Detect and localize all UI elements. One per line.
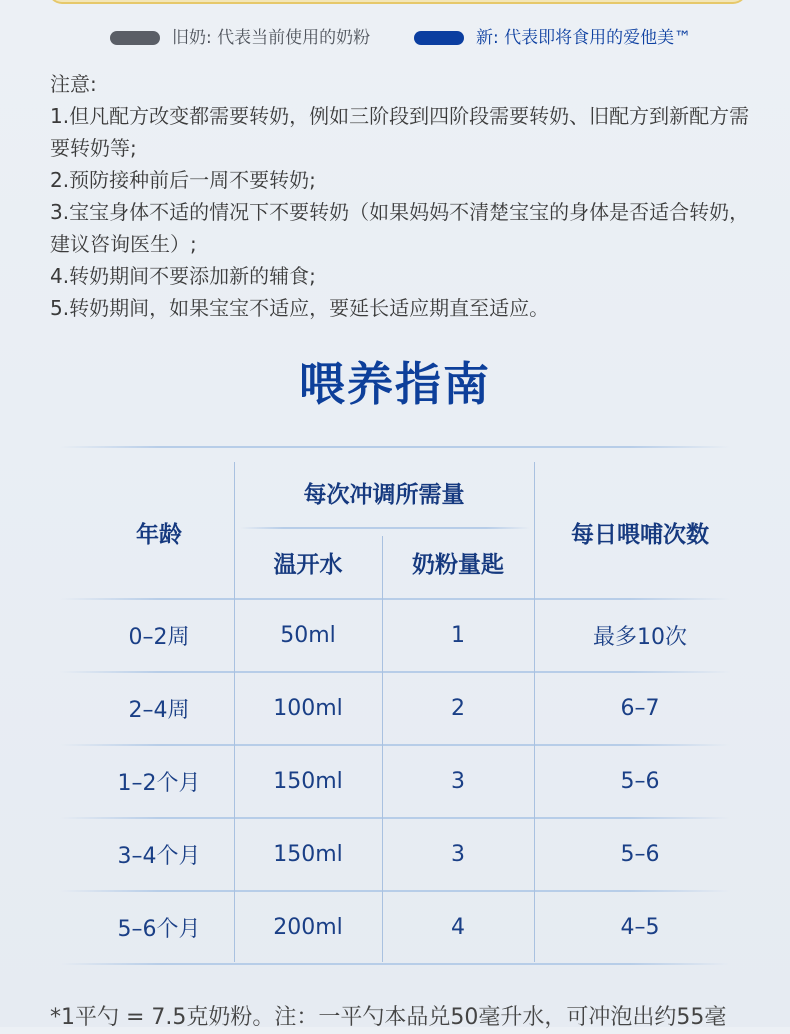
note-item: 1.但凡配方改变都需要转奶，例如三阶段到四阶段需要转奶、旧配方到新配方需要转奶等; xyxy=(50,104,750,160)
cell-age: 2–4周 xyxy=(128,698,190,723)
cell-scoops: 2 xyxy=(451,696,465,721)
footnote: *1平勺 = 7.5克奶粉。注：一平勺本品兑50毫升水，可冲泡出约55毫 xyxy=(50,1005,727,1030)
header-scoops: 奶粉量匙 xyxy=(412,551,504,578)
guide-title: 喂养指南 xyxy=(299,357,491,411)
header-water: 温开水 xyxy=(273,551,343,578)
cell-daily: 最多10次 xyxy=(593,625,687,650)
cell-water: 150ml xyxy=(273,842,343,867)
cell-water: 200ml xyxy=(273,915,343,940)
cell-age: 3–4个月 xyxy=(117,844,201,869)
cell-daily: 4–5 xyxy=(620,915,660,940)
legend-old-label: 旧奶: 代表当前使用的奶粉 xyxy=(172,28,371,48)
cell-age: 0–2周 xyxy=(128,625,190,650)
cell-scoops: 3 xyxy=(451,842,465,867)
cell-daily: 6–7 xyxy=(620,696,660,721)
top-band xyxy=(48,0,747,4)
legend xyxy=(0,26,790,50)
notes xyxy=(50,68,750,324)
note-item: 2.预防接种前后一周不要转奶; xyxy=(50,168,316,192)
cell-scoops: 3 xyxy=(451,769,465,794)
legend-old-swatch xyxy=(110,31,160,45)
table-border-top xyxy=(60,446,730,448)
legend-new-label: 新: 代表即将食用的爱他美™ xyxy=(476,28,692,48)
cell-water: 100ml xyxy=(273,696,343,721)
header-age: 年龄 xyxy=(136,521,182,548)
cell-water: 150ml xyxy=(273,769,343,794)
note-item: 3.宝宝身体不适的情况下不要转奶（如果妈妈不清楚宝宝的身体是否适合转奶，建议咨询医生）; xyxy=(50,200,750,256)
legend-new-swatch xyxy=(414,31,464,45)
note-item: 4.转奶期间不要添加新的辅食; xyxy=(50,264,316,288)
cell-daily: 5–6 xyxy=(620,769,660,794)
cell-age: 1–2个月 xyxy=(117,771,201,796)
cell-daily: 5–6 xyxy=(620,842,660,867)
note-item: 5.转奶期间，如果宝宝不适应，要延长适应期直至适应。 xyxy=(50,296,550,320)
notes-heading: 注意: xyxy=(50,72,97,96)
cell-age: 5–6个月 xyxy=(117,917,201,942)
header-per-feed: 每次冲调所需量 xyxy=(303,481,465,508)
cell-water: 50ml xyxy=(280,623,336,648)
subheader-divider xyxy=(240,527,530,529)
header-daily: 每日喂哺次数 xyxy=(571,521,709,548)
cell-scoops: 4 xyxy=(451,915,465,940)
cell-scoops: 1 xyxy=(451,623,465,648)
table-border-bottom xyxy=(60,963,730,965)
